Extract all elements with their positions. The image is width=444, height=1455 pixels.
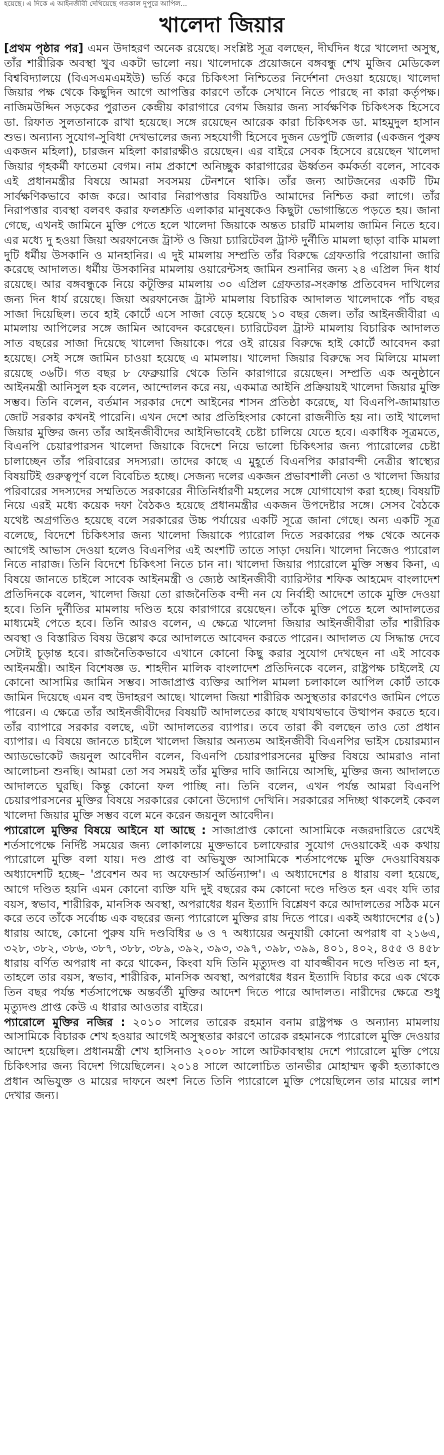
- paragraph-1-text: এমন উদাহরণ অনেক রয়েছে। সংশ্লিষ্ট সূত্র বলছেন, দীর্ঘদিন ধরে খালেদা অসুস্থ, তাঁর শারীরিক অবস্থা খুব একটা ভালো নয়। খালেদাকে প্রয়োজনে বঙ্গবন্ধু শেখ মুজিব মেডিকেল বিশ্ববিদ্যালয়ে (বিএসএমএমইউ) ভর্তি করে চিকিৎসা নিশ্চিতের নির্দেশনা দেওয়া হয়েছে। খালেদা জিয়ার পক্ষ থেকে কিছুদিন আগে আপত্তির কারণে তাঁকে সেখানে নিতে পারছে না কারা কর্তৃপক্ষ। নাজিমউদ্দিন সড়কের পুরাতন কেন্দ্রীয় কারাগারে বেগম জিয়ার জন্য সার্বক্ষণিক চিকিৎসক হিসেবে ডা. রিফাত সুলতানাকে রাখা হয়েছে। সঙ্গে রয়েছেন আরেক কারা চিকিৎসক ডা. মাহমুদুল হাসান শুভ। অন্যান্য সুযোগ-সুবিধা দেখভালের জন্য সহযোগী হিসেবে দুজন ডেপুটি জেলার (একজন পুরুষ একজন মহিলা), চারজন মহিলা কারারক্ষীও রয়েছেন। এর বাইরে সেবক হিসেবে রয়েছেন খালেদা জিয়ার গৃহকর্মী ফাতেমা বেগম। নাম প্রকাশে অনিচ্ছুক কারাগারের ঊর্ধ্বতন কর্মকর্তা বলেন, সাবেক এই প্রধানমন্ত্রীর বিষয়ে আমরা সবসময় টেনশনে থাকি। তাঁর জন্য আটজনের একটি টিম সার্বক্ষণিকভাবে কাজ করে। আবার নিরাপত্তার বিষয়টিও আমাদের নিশ্চিত করা লাগে। তাঁর নিরাপত্তার ব্যবস্থা বলবৎ করার ফলশ্রুতি এলাকার মানুষকেও কিছুটা ভোগান্তিতে পড়তে হয়। জানা গেছে, এখনই জামিনে মুক্তি পেতে হলে খালেদা জিয়াকে অন্তত চারটি মামলায় জামিন নিতে হবে। এর মধ্যে দু হওয়া জিয়া অরফানেজ ট্রাস্ট ও জিয়া চ্যারিটেবল ট্রাস্ট দুর্নীতি মামলা ছাড়া বাকি মামলা দুটি ধর্মীয় উসকানি ও মানহানির। এ দুই মামলায় সম্প্রতি তাঁর বিরুদ্ধে গ্রেফতারি পরোয়ানা জারি করেছে আদালত। ধর্মীয় উসকানির মামলায় ওয়ারেন্টসহ জামিন শুনানির জন্য ২৪ এপ্রিল দিন ধার্য রয়েছে। আর বঙ্গবন্ধুকে নিয়ে কটূক্তির মামলায় ৩০ এপ্রিল গ্রেফতার-সংক্রান্ত প্রতিবেদন দাখিলের জন্য দিন ধার্য রয়েছে। জিয়া অরফানেজ ট্রাস্ট মামলায় বিচারিক আদালত খালেদাকে পাঁচ বছর সাজা দিয়েছিল। তবে হাই কোর্টে এসে সাজা বেড়ে হয়েছে ১০ বছর জেল। তাঁর আইনজীবীরা এ মামলায় আপিলের সঙ্গে জামিন আবেদন করেছেন। চ্যারিটেবল ট্রাস্ট মামলায় বিচারিক আদালত সাত বছরের সাজা দিয়েছে খালেদা জিয়াকে। পরে ওই রায়ের বিরুদ্ধে হাই কোর্টে আবেদন করা হয়েছে। সেই সঙ্গে জামিন চাওয়া হয়েছে এ মামলায়। খালেদা জিয়ার বিরুদ্ধে সব মিলিয়ে মামলা রয়েছে ৩৬টি। গত বছর ৮ ফেব্রুয়ারি থেকে তিনি কারাগারে রয়েছেন। সম্প্রতি এক অনুষ্ঠানে আইনমন্ত্রী আনিসুল হক বলেন, আন্দোলন করে নয়, একমাত্র আইনি প্রক্রিয়ায়ই খালেদা জিয়ার মুক্তি সম্ভব। তিনি বলেন, বর্তমান সরকার দেশে আইনের শাসন প্রতিষ্ঠা করেছে, যা বিএনপি-জামায়াত জোট সরকার কখনই পারেনি। এখন দেশে আর প্রতিহিংসার কোনো রাজনীতি হয় না। তাই খালেদা জিয়ার মুক্তির জন্য তাঁর আইনজীবীদের আইনিভাবেই চেষ্টা চালিয়ে যেতে হবে। একাধিক সূত্রমতে, বিএনপি চেয়ারপারসন খালেদা জিয়াকে বিদেশে নিয়ে ভালো চিকিৎসার জন্য প্যারোলের চেষ্টা চালাচ্ছেন তাঁর পরিবারের সদস্যরা। তাদের কাছে এ মুহূর্তে বিএনপির কারাবন্দী নেত্রীর স্বাস্থ্যের বিষয়টিই গুরুত্বপূর্ণ বলে বিবেচিত হচ্ছে। সেজন্য দলের একজন প্রভাবশালী নেতা ও খালেদা জিয়ার পরিবারের সদস্যদের সম্মতিতে সরকারের নীতিনির্ধারণী মহলের সঙ্গে যোগাযোগ করা হচ্ছে। বিষয়টি নিয়ে এরই মধ্যে কয়েক দফা বৈঠকও হয়েছে প্রধানমন্ত্রীর একজন উপদেষ্টার সঙ্গে। সেসব বৈঠকে যথেষ্ট অগ্রগতিও হয়েছে বলে সরকারের উচ্চ পর্যায়ের একটি সূত্রে জানা গেছে। অন্য একটি সূত্র বলেছে, বিদেশে চিকিৎসার জন্য খালেদা জিয়াকে প্যারোল দিতে সরকারের পক্ষ থেকে অনেক আগেই আভাস দেওয়া হলেও বিএনপির এই অংশটি তাতে সাড়া দেয়নি। খালেদা নিজেও প্যারোল নিতে নারাজ। তিনি বিদেশে চিকিৎসা নিতে চান না। খালেদা জিয়ার প্যারোলে মুক্তি সম্ভব কিনা, এ বিষয়ে জানতে চাইলে সাবেক আইনমন্ত্রী ও জ্যেষ্ঠ আইনজীবী ব্যারিস্টার শফিক আহমেদ বাংলাদেশ প্রতিদিনকে বলেন, খালেদা জিয়া তো রাজনৈতিক বন্দী নন যে নির্বাহী আদেশে তাকে মুক্তি দেওয়া হবে। তিনি দুর্নীতির মামলায় দণ্ডিত হয়ে কারাগারে রয়েছেন। তাঁকে মুক্তি পেতে হলে আদালতের মাধ্যমেই পেতে হবে। তিনি আরও বলেন, এ ক্ষেত্রে খালেদা জিয়ার আইনজীবীরা তাঁর শারীরিক অবস্থা ও বিস্তারিত বিষয় উল্লেখ করে আদালতে আবেদন করতে পারেন। আদালত যে সিদ্ধান্ত দেবে সেটাই চূড়ান্ত হবে। রাজনৈতিকভাবে এখানে কোনো কিছু করার সুযোগ দেখছেন না এই সাবেক আইনমন্ত্রী। আইন বিশেষজ্ঞ ড. শাহদীন মালিক বাংলাদেশ প্রতিদিনকে বলেন, রাষ্ট্রপক্ষ চাইলেই যে কোনো আসামির জামিন সম্ভব। সাজাপ্রাপ্ত ব্যক্তির আপিল মামলা চলাকালে আপিল কোর্ট তাকে জামিন দিয়েছে এমন বহু উদাহরণ আছে। খালেদা জিয়া শারীরিক অসুস্থতার কারণেও জামিন পেতে পারেন। এ ক্ষেত্রে তাঁর আইনজীবীদের বিষয়টি আদালতের কাছে যথাযথভাবে উত্থাপন করতে হবে। তাঁর ব্যাপারে সরকার বলছে, এটা আদালতের ব্যাপার। তবে তারা কী বলছেন তাও তো প্রধান ব্যাপার। এ বিষয়ে জানতে চাইলে খালেদা জিয়ার অন্যতম আইনজীবী বিএনপির ভাইস চেয়ারম্যান অ্যাডভোকেট জয়নুল আবেদীন বলেন, বিএনপি চেয়ারপারসনের মুক্তির বিষয়ে আমরাও নানা আলোচনা শুনছি। আমরা তো সব সময়ই তাঁর মুক্তির দাবি জানিয়ে আসছি, মুক্তির জন্য আদালতে আদালতে ঘুরছি। কিন্তু কোনো ফল পাচ্ছি না। তিনি বলেন, এখন পর্যন্ত আমরা বিএনপি চেয়ারপারসনের মুক্তির বিষয়ে সরকারের কোনো উদ্যোগ দেখিনি। সরকারের সদিচ্ছা থাকলেই কেবল খালেদা জিয়ার মুক্তি সম্ভব বলে মনে করেন জয়নুল আবেদীন।: [4, 42, 440, 822]
- paragraph-2-text: সাজাপ্রাপ্ত কোনো আসামিকে নজরদারিতে রেখেই শর্তসাপেক্ষে নির্দিষ্ট সময়ের জন্য লোকালয়ে মুক্তভাবে চলাফেরার সুযোগ দেওয়াকেই এক কথায় প্যারোলে মুক্তি বলা যায়। দণ্ড প্রাপ্ত বা অভিযুক্ত আসামিকে শর্তসাপেক্ষে মুক্তি দেওয়াবিষয়ক অধ্যাদেশটি হচ্ছে– 'প্রবেশন অব দ্য অফেন্ডার্স অর্ডিন্যান্স'। এ অধ্যাদেশের ৪ ধারায় বলা হয়েছে, আগে দণ্ডিত হয়নি এমন কোনো ব্যক্তি যদি দুই বছরের কম কোনো দণ্ডে দণ্ডিত হন এবং যদি তার বয়স, স্বভাব, শারীরিক, মানসিক অবস্থা, অপরাধের ধরন ইত্যাদি বিশ্লেষণ করে আদালতের সঠিক মনে করে তবে তাঁকে সর্বোচ্চ এক বছরের জন্য প্যারোলে মুক্তির রায় দিতে পারে। একই অধ্যাদেশের ৫(১) ধারায় আছে, কোনো পুরুষ যদি দণ্ডবিধির ৬ ও ৭ অধ্যায়ের অনুযায়ী কোনো অপরাধ বা ২১৬এ, ৩২৮, ৩৮২, ৩৮৬, ৩৮৭, ৩৮৮, ৩৮৯, ৩৯২, ৩৯৩, ৩৯৭, ৩৯৮, ৩৯৯, ৪০১, ৪০২, ৪৫৫ ও ৪৫৮ ধারায় বর্ণিত অপরাধ না করে থাকেন, কিংবা যদি তিনি মৃত্যুদণ্ড বা যাবজ্জীবন দণ্ডে দণ্ডিত না হন, তাহলে তার বয়স, স্বভাব, শারীরিক, মানসিক অবস্থা, অপরাধের ধরন ইত্যাদি বিচার করে এক থেকে তিন বছর পর্যন্ত শর্তসাপেক্ষে অন্তর্বর্তী মুক্তির আদেশ দিতে পারে আদালত। নারীদের ক্ষেত্রে শুধু মৃত্যুদণ্ড প্রাপ্ত কেউ এ ধারার আওতার বাইরে।: [4, 823, 440, 1014]
- paragraph-1: [4, 42, 440, 824]
- section-heading-parole-precedent: প্যারোলে মুক্তির নজির :: [4, 1015, 126, 1029]
- cut-off-top-line: হয়েছে। এ দিকে এ আইনজীবী দেখিয়েছে গতকাল দুপুরে আপিল...: [4, 0, 188, 8]
- paragraph-3-text: ২০১০ সালের তারেক রহমান বনাম রাষ্ট্রপক্ষ ও অন্যান্য মামলায় আসামিকে বিচারক শেখ হওয়ার আগেই অসুস্থতার কারণে তারেক রহমানকে প্যারোলে মুক্তি দেওয়ার আদেশ হয়েছিল। প্রধানমন্ত্রী শেখ হাসিনাও ২০০৮ সালে আটকাবস্থায় দেশে প্যারোলে মুক্তি পেয়ে চিকিৎসার জন্য বিদেশ গিয়েছিলেন। ২০১৪ সালে আলোচিত তানভীর মোহাম্মদ ত্বকী হত্যাকাণ্ডে প্রধান অভিযুক্ত ও মায়ের দাফনে অংশ নিতে তিনি প্যারোলে মুক্তি পেয়েছিলেন তার মায়ের লাশ দেখার জন্য।: [4, 1015, 440, 1103]
- continuation-tag: [প্রথম পৃষ্ঠার পর]: [4, 42, 84, 55]
- paragraph-3: [4, 1016, 440, 1105]
- article-body: [4, 42, 440, 1452]
- paragraph-2: [4, 824, 440, 1016]
- headline: খালেদা জিয়ার: [159, 13, 285, 37]
- section-heading-parole-law: প্যারোলে মুক্তির বিষয়ে আইনে যা আছে :: [4, 823, 207, 837]
